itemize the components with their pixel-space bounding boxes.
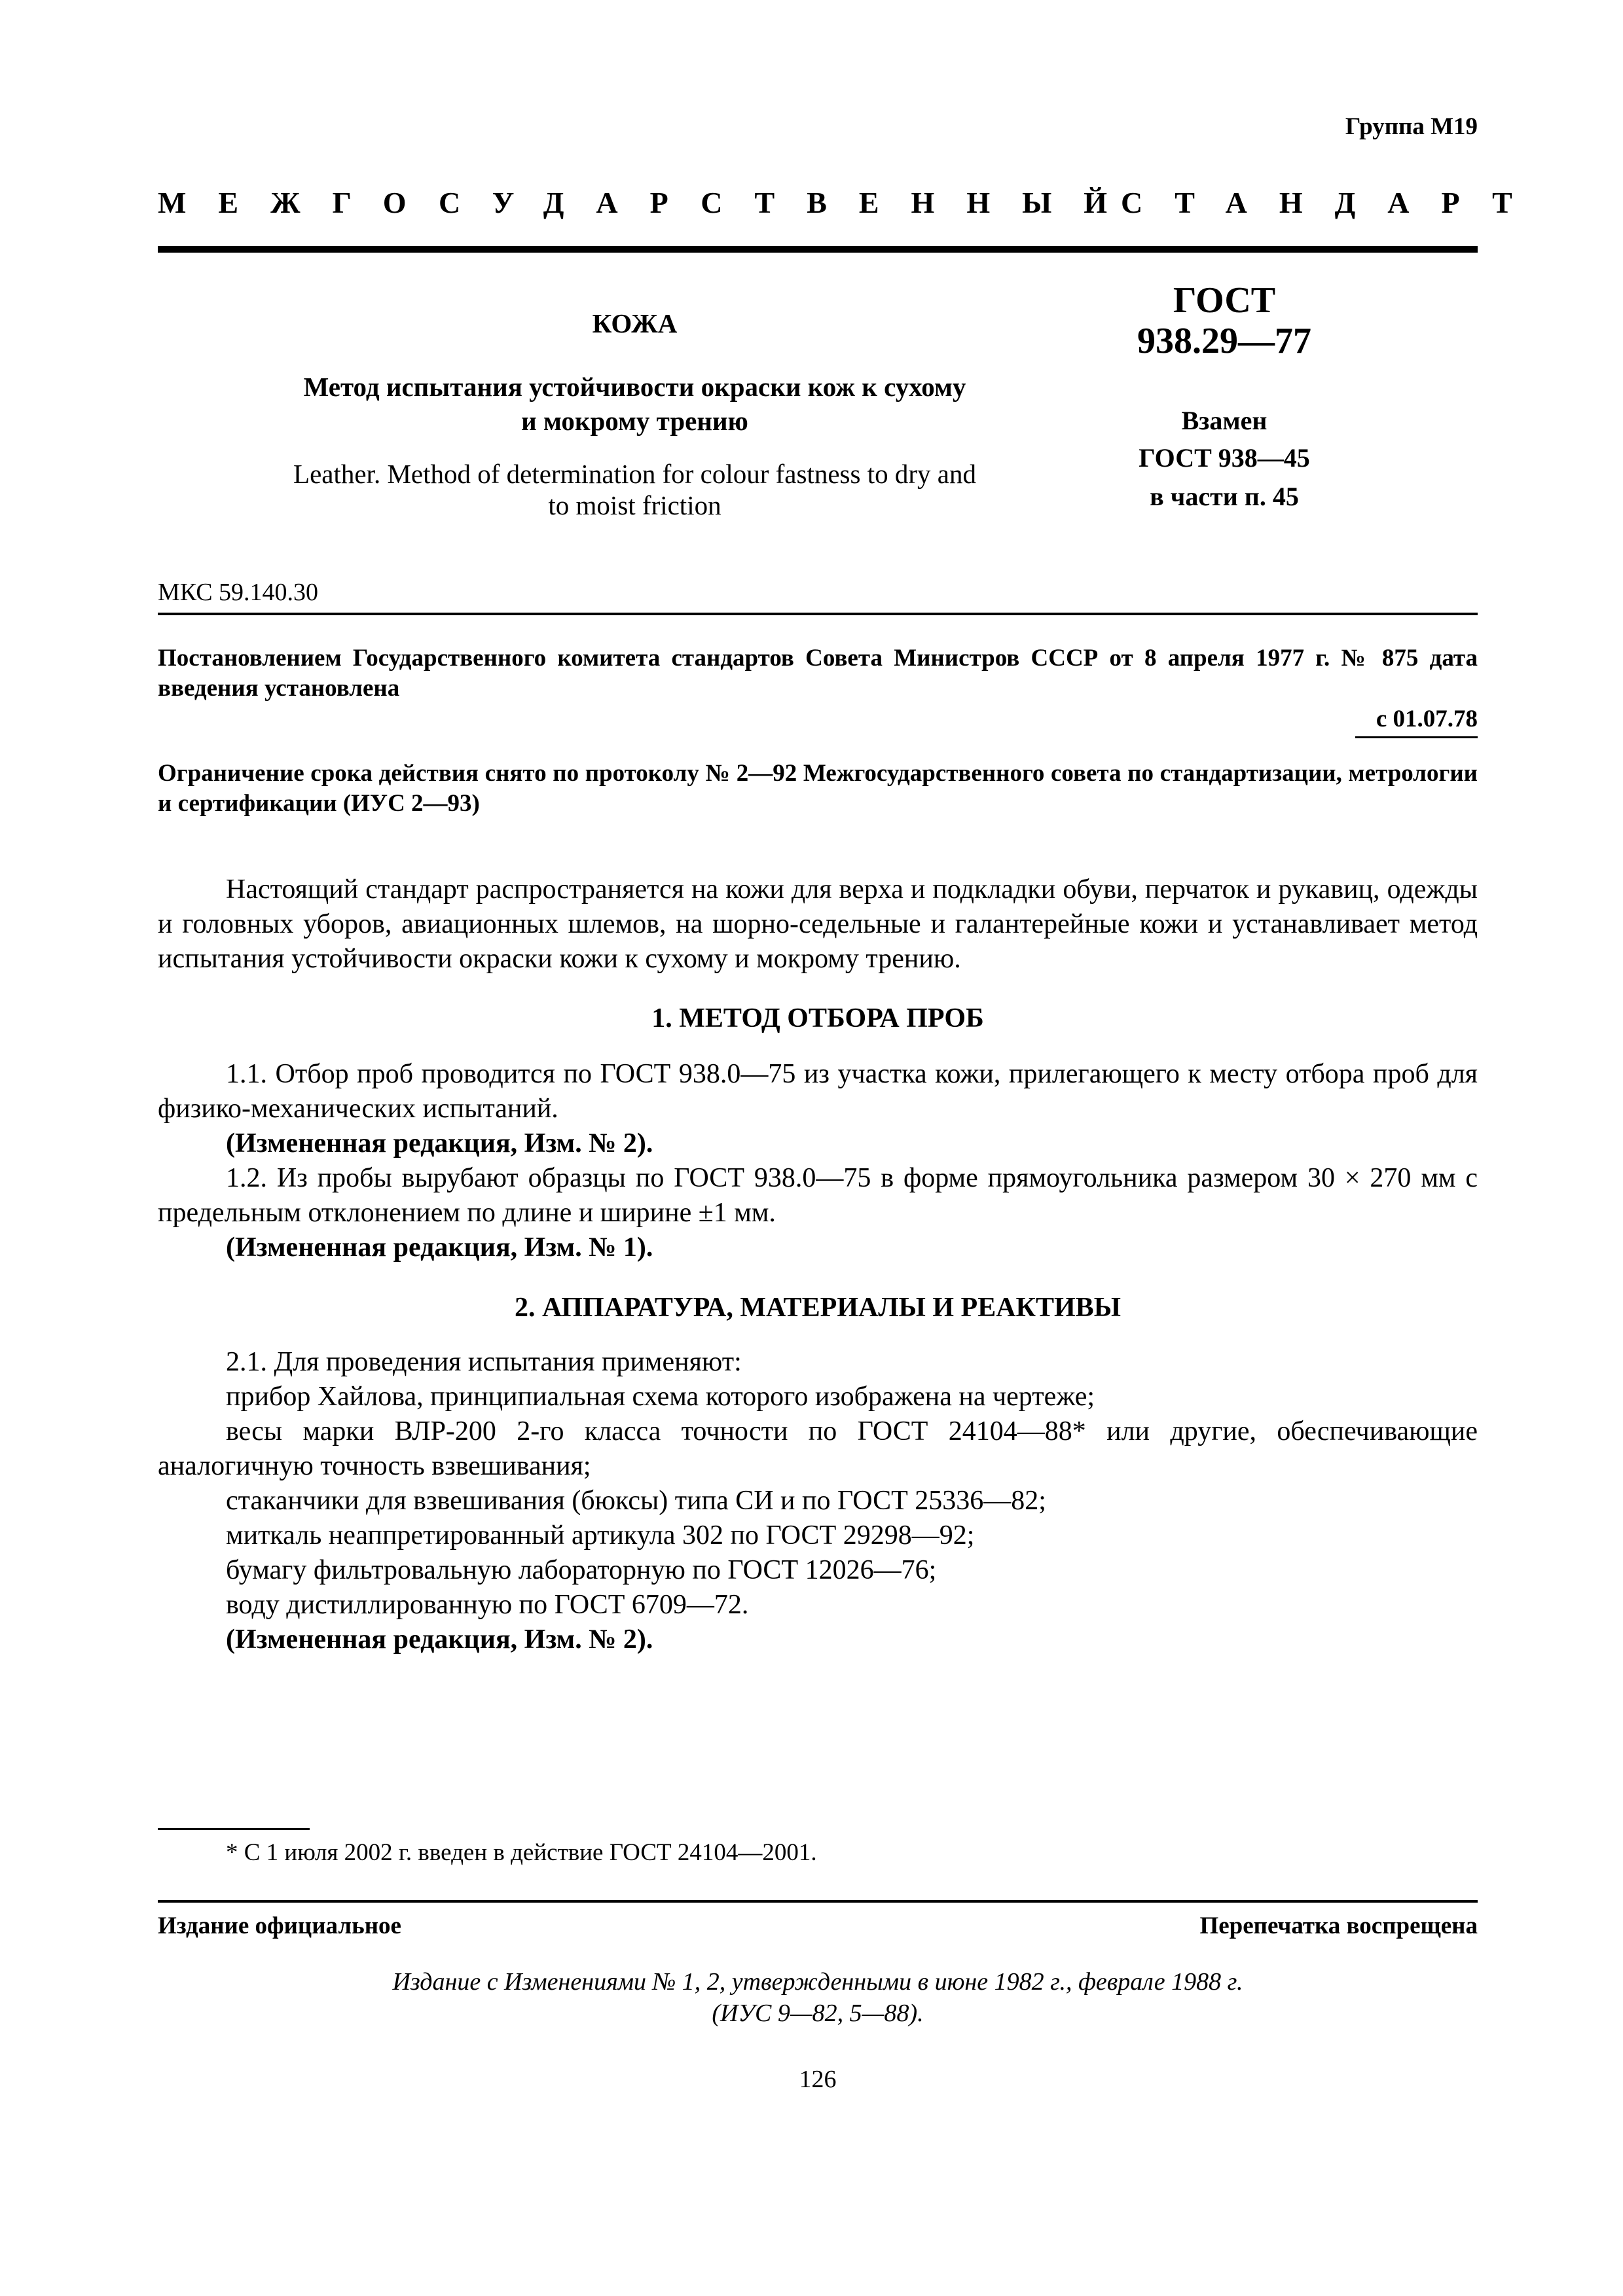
banner-standard: СТАНДАРТ bbox=[1121, 186, 1544, 219]
section-2-heading: 2. АППАРАТУРА, МАТЕРИАЛЫ И РЕАКТИВЫ bbox=[515, 1293, 1121, 1323]
english-title-line: to moist friction bbox=[548, 490, 721, 520]
replaced-gost: ГОСТ 938—45 bbox=[1139, 443, 1310, 473]
date-underline bbox=[1355, 736, 1478, 738]
amendment-note: (Измененная редакция, Изм. № 2). bbox=[226, 1624, 653, 1655]
mks-code: МКС 59.140.30 bbox=[158, 579, 319, 606]
reprint-notice: Перепечатка воспрещена bbox=[1199, 1912, 1478, 1939]
replaced-part: в части п. 45 bbox=[1150, 482, 1299, 511]
list-item: миткаль неаппретированный артикула 302 по ГОСТ 29298—92; bbox=[226, 1520, 975, 1551]
limitation-text: Ограничение срока действия снято по протоколу № 2—92 Межгосударственного совета по стандартизации, метрологии и сертификации (ИУС 2—93) bbox=[158, 760, 1478, 817]
section-1-heading: 1. МЕТОД ОТБОРА ПРОБ bbox=[651, 1003, 984, 1033]
list-item: весы марки ВЛР-200 2-го класса точности по ГОСТ 24104—88* или другие, обеспечивающие аналогичную точность взвешивания; bbox=[158, 1416, 1478, 1481]
list-item: прибор Хайлова, принципиальная схема которого изображена на чертеже; bbox=[226, 1382, 1095, 1412]
mks-rule bbox=[158, 613, 1478, 615]
list-item: стаканчики для взвешивания (бюксы) типа СИ и по ГОСТ 25336—82; bbox=[226, 1486, 1046, 1516]
amendment-note: (Измененная редакция, Изм. № 1). bbox=[226, 1232, 653, 1263]
document-title: КОЖА bbox=[592, 308, 678, 338]
intro-paragraph: Настоящий стандарт распространяется на кожи для верха и подкладки обуви, перчаток и рукавиц, одежды и головных уборов, авиационных шлемов, на шорно-седельные и галантерейные кожи и устанавливает метод испытания устойчивости окраски кожи к сухому и мокрому трению. bbox=[158, 874, 1478, 974]
english-title-line: Leather. Method of determination for colour fastness to dry and bbox=[293, 459, 976, 489]
gost-number: 938.29—77 bbox=[1137, 321, 1311, 361]
header-rule bbox=[158, 246, 1478, 253]
page-number: 126 bbox=[799, 2066, 837, 2093]
list-item: бумагу фильтровальную лабораторную по ГОСТ 12026—76; bbox=[226, 1555, 937, 1585]
footnote-rule bbox=[158, 1828, 310, 1830]
footnote: * С 1 июля 2002 г. введен в действие ГОСТ 24104—2001. bbox=[226, 1839, 817, 1866]
edition-note: Издание с Изменениями № 1, 2, утвержденными в июне 1982 г., феврале 1988 г. bbox=[392, 1968, 1243, 1996]
gost-label: ГОСТ bbox=[1173, 280, 1276, 321]
introduction-date: с 01.07.78 bbox=[1376, 706, 1478, 732]
document-subtitle bbox=[158, 370, 1112, 438]
english-title bbox=[158, 458, 1112, 521]
subtitle-line: и мокрому трению bbox=[521, 406, 748, 436]
banner-interstate: МЕЖГОСУДАРСТВЕННЫЙ bbox=[158, 186, 1140, 219]
list-item: воду дистиллированную по ГОСТ 6709—72. bbox=[226, 1590, 749, 1620]
decree-text: Постановлением Государственного комитета стандартов Совета Министров СССР от 8 апреля 1977 г. № 875 дата введения установлена bbox=[158, 645, 1478, 702]
official-edition: Издание официальное bbox=[158, 1912, 401, 1939]
footer-rule bbox=[158, 1900, 1478, 1903]
clause-1-1: 1.1. Отбор проб проводится по ГОСТ 938.0—75 из участка кожи, прилегающего к месту отбора проб для физико-механических испытаний. bbox=[158, 1059, 1478, 1124]
clause-1-2: 1.2. Из пробы вырубают образцы по ГОСТ 938.0—75 в форме прямоугольника размером 30 × 270 мм с предельным отклонением по длине и ширине ±1 мм. bbox=[158, 1163, 1478, 1228]
amendment-note: (Измененная редакция, Изм. № 2). bbox=[226, 1128, 653, 1158]
replace-label: Взамен bbox=[1181, 406, 1267, 435]
edition-note: (ИУС 9—82, 5—88). bbox=[712, 2000, 924, 2027]
group-label: Группа М19 bbox=[1345, 113, 1478, 140]
subtitle-line: Метод испытания устойчивости окраски кож к сухому bbox=[303, 372, 966, 402]
clause-2-1: 2.1. Для проведения испытания применяют: bbox=[226, 1347, 742, 1377]
